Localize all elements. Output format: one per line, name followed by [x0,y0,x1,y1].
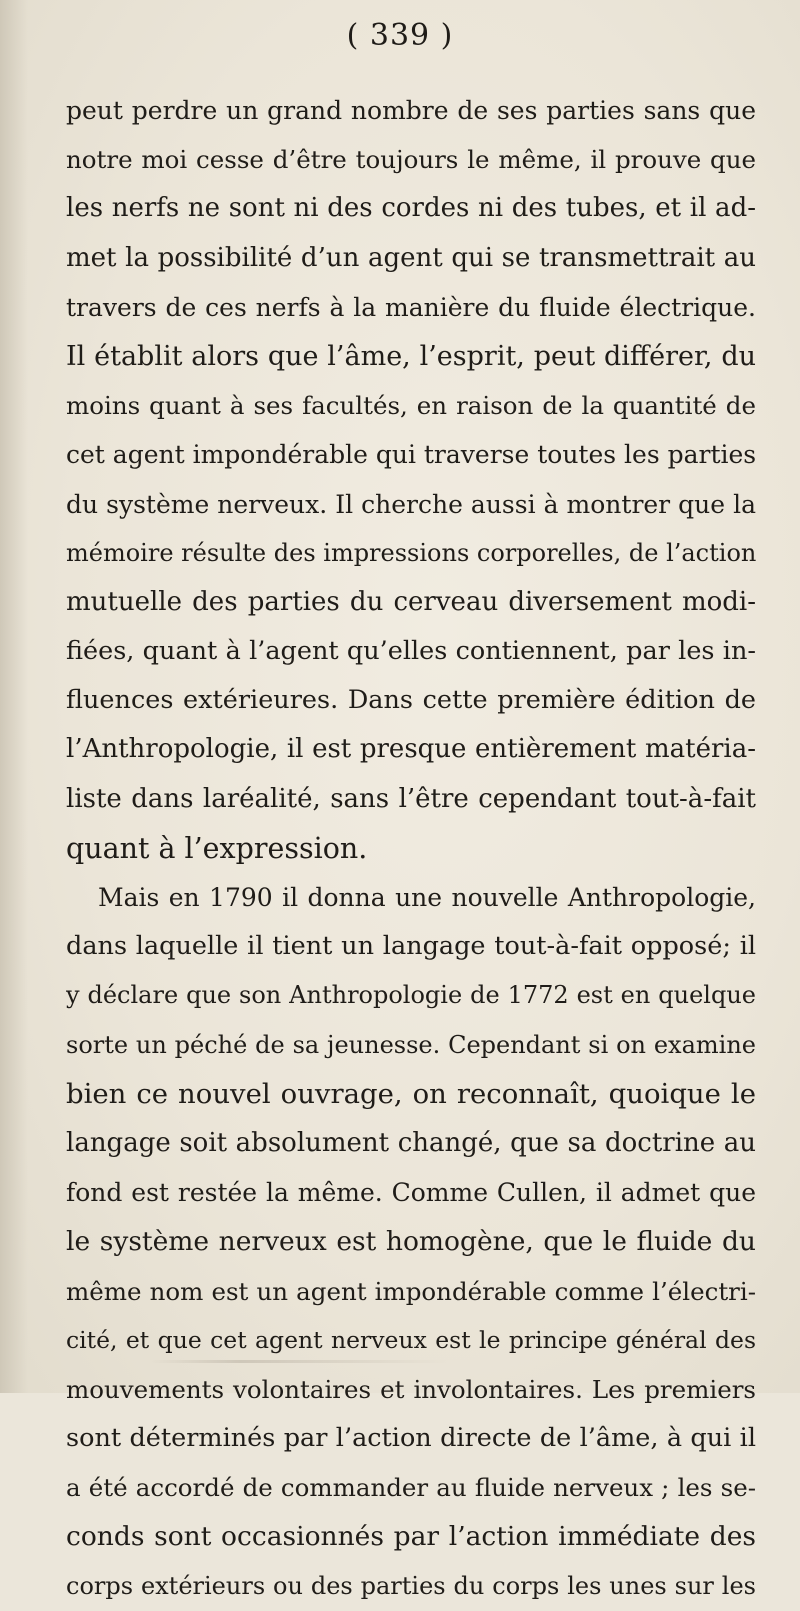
text-line: Mais en 1790 il donna une nouvelle Anthropologie, [98,883,756,912]
text-line: mutuelle des parties du cerveau diversement modi- [66,586,756,617]
text-line: liste dans laréalité, sans l’être cependant tout-à-fait [66,783,756,814]
text-line: mémoire résulte des impressions corporelles, de l’action [66,538,756,567]
text-line: Il établit alors que l’âme, l’esprit, peut différer, du [66,340,756,372]
text-line: a été accordé de commander au fluide nerveux ; les se- [66,1473,756,1503]
text-line: cet agent impondérable qui traverse toutes les parties [66,440,756,470]
text-line: quant à l’expression. [66,831,368,865]
text-line: moins quant à ses facultés, en raison de la quantité de [66,391,756,421]
text-line: y déclare que son Anthropologie de 1772 est en quelque [66,981,756,1010]
text-line: langage soit absolument changé, que sa doctrine au [66,1127,756,1158]
text-line: cité, et que cet agent nerveux est le principe général des [66,1325,756,1354]
text-line: les nerfs ne sont ni des cordes ni des tubes, et il ad- [66,193,756,224]
text-line: corps extérieurs ou des parties du corps les unes sur les [66,1571,756,1600]
text-line: dans laquelle il tient un langage tout-à-fait opposé; il [66,931,756,962]
text-line: l’Anthropologie, il est presque entièrement matéria- [66,734,756,765]
bleed-through-mark [150,1360,450,1363]
text-line: bien ce nouvel ouvrage, on reconnaît, quoique le [66,1077,756,1110]
text-line: fluences extérieures. Dans cette première édition de [66,685,756,716]
text-line: fond est restée la même. Comme Cullen, il admet que [66,1178,756,1208]
text-line: fiées, quant à l’agent qu’elles contiennent, par les in- [66,636,756,667]
text-line: travers de ces nerfs à la manière du fluide électrique. [66,292,756,322]
text-line: même nom est un agent impondérable comme l’électri- [66,1276,756,1306]
text-line: met la possibilité d’un agent qui se transmettrait au [66,242,756,273]
text-line: du système nerveux. Il cherche aussi à montrer que la [66,489,756,519]
text-line: notre moi cesse d’être toujours le même, il prouve que [66,145,756,175]
text-line: peut perdre un grand nombre de ses parties sans que [66,96,756,125]
text-line: mouvements volontaires et involontaires. Les premiers [66,1374,756,1404]
text-line: sorte un péché de sa jeunesse. Cependant si on examine [66,1030,756,1059]
page-number: ( 339 ) [346,18,454,53]
gutter-shadow [0,0,28,1393]
body-text [66,86,756,1611]
text-line: sont déterminés par l’action directe de l’âme, à qui il [66,1423,756,1454]
text-line: conds sont occasionnés par l’action immédiate des [66,1521,756,1553]
text-line: le système nerveux est homogène, que le fluide du [66,1226,756,1258]
